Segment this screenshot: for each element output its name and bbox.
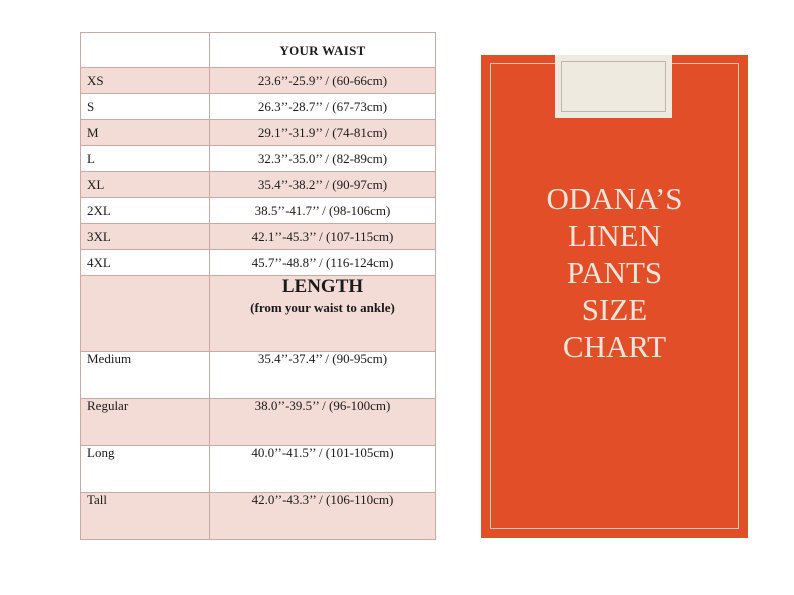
waist-value: 38.5’’-41.7’’ / (98-106cm) — [210, 198, 436, 224]
length-size-label: Regular — [81, 399, 210, 446]
length-subheader: (from your waist to ankle) — [250, 300, 395, 315]
length-header-empty-cell — [81, 276, 210, 352]
table-row — [81, 172, 436, 198]
size-label: S — [81, 94, 210, 120]
length-value: 35.4’’-37.4’’ / (90-95cm) — [210, 352, 436, 399]
length-size-label: Medium — [81, 352, 210, 399]
table-row — [81, 224, 436, 250]
waist-header-row — [81, 33, 436, 68]
waist-header: YOUR WAIST — [210, 33, 436, 68]
title-panel — [481, 55, 748, 538]
panel-title-line: LINEN — [568, 218, 661, 253]
length-value: 40.0’’-41.5’’ / (101-105cm) — [210, 446, 436, 493]
length-value: 42.0’’-43.3’’ / (106-110cm) — [210, 493, 436, 540]
table-row — [81, 68, 436, 94]
table-row — [81, 399, 436, 446]
waist-value: 42.1’’-45.3’’ / (107-115cm) — [210, 224, 436, 250]
panel-title-line: SIZE — [581, 292, 648, 327]
size-label: 2XL — [81, 198, 210, 224]
size-label: XS — [81, 68, 210, 94]
length-header-cell — [210, 276, 436, 352]
size-chart-table — [80, 32, 436, 540]
length-size-label: Long — [81, 446, 210, 493]
waist-value: 29.1’’-31.9’’ / (74-81cm) — [210, 120, 436, 146]
table-row — [81, 146, 436, 172]
length-size-label: Tall — [81, 493, 210, 540]
table-row — [81, 352, 436, 399]
panel-title-line: PANTS — [566, 255, 663, 290]
waist-value: 26.3’’-28.7’’ / (67-73cm) — [210, 94, 436, 120]
table-row — [81, 198, 436, 224]
size-label: M — [81, 120, 210, 146]
table-row — [81, 120, 436, 146]
length-header: LENGTH — [281, 276, 364, 297]
waist-header-empty-cell — [81, 33, 210, 68]
length-header-row — [81, 276, 436, 352]
panel-title-line: ODANA’S — [546, 181, 683, 216]
length-value: 38.0’’-39.5’’ / (96-100cm) — [210, 399, 436, 446]
table-row — [81, 446, 436, 493]
waist-value: 45.7’’-48.8’’ / (116-124cm) — [210, 250, 436, 276]
size-label: L — [81, 146, 210, 172]
panel-label-tab-inner — [561, 61, 666, 112]
size-label: 4XL — [81, 250, 210, 276]
size-label: XL — [81, 172, 210, 198]
size-label: 3XL — [81, 224, 210, 250]
table-row — [81, 493, 436, 540]
waist-value: 35.4’’-38.2’’ / (90-97cm) — [210, 172, 436, 198]
panel-title — [481, 180, 748, 365]
panel-title-line: CHART — [562, 329, 667, 364]
table-row — [81, 250, 436, 276]
panel-label-tab — [555, 55, 672, 118]
table-row — [81, 94, 436, 120]
waist-value: 23.6’’-25.9’’ / (60-66cm) — [210, 68, 436, 94]
waist-value: 32.3’’-35.0’’ / (82-89cm) — [210, 146, 436, 172]
